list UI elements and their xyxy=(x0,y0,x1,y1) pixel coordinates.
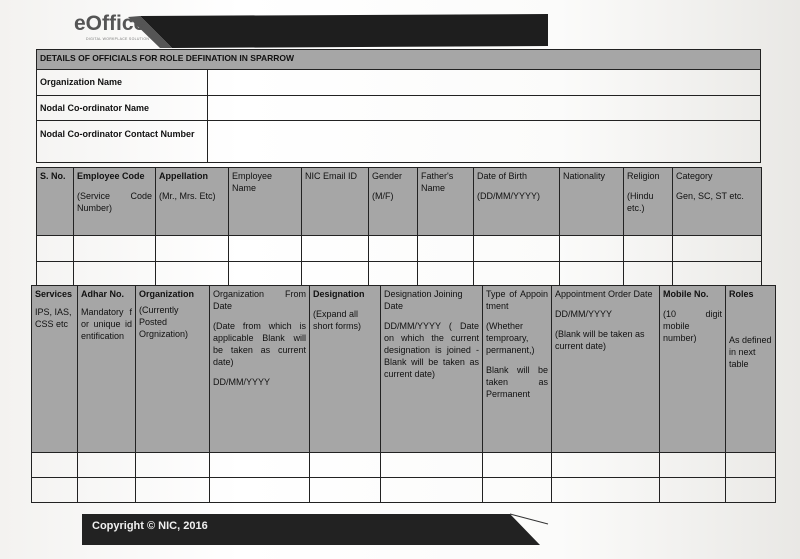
header-mobile-no: Mobile No. (10 digit mobile number) xyxy=(660,286,726,453)
header-services: Services IPS, IAS, CSS etc xyxy=(32,286,78,453)
header-designation-joining-date: Designation Joining Date DD/MM/YYYY ( Date on which the current designation is joined - Blank will be taken as current date) xyxy=(381,286,483,453)
header-roles: Roles As defined in next table xyxy=(726,286,776,453)
header-nic-email: NIC Email ID xyxy=(302,168,369,236)
header-fathers-name: Father's Name xyxy=(418,168,474,236)
header-sno: S. No. xyxy=(37,168,74,236)
header-organization: Organization (Currently Posted Orgnization) xyxy=(136,286,210,453)
header-employee-code: Employee Code (Service Code Number) xyxy=(74,168,156,236)
header-designation: Designation (Expand all short forms) xyxy=(310,286,381,453)
header-adhar-no: Adhar No. Mandatory for unique identification xyxy=(78,286,136,453)
form-title: DETAILS OF OFFICIALS FOR ROLE DEFINATION IN SPARROW xyxy=(37,50,761,70)
header-type-of-appointment: Type of Appointment (Whether temproary, permanent,) Blank will be taken as Permanent xyxy=(483,286,552,453)
header-nationality: Nationality xyxy=(560,168,624,236)
header-employee-name: Employee Name xyxy=(229,168,302,236)
header-gender: Gender (M/F) xyxy=(369,168,418,236)
logo-subtext: DIGITAL WORKPLACE SOLUTION xyxy=(86,37,150,41)
org-name-label: Organization Name xyxy=(37,70,208,96)
header-category: Category Gen, SC, ST etc. xyxy=(673,168,762,236)
nodal-contact-label: Nodal Co-ordinator Contact Number xyxy=(37,121,208,163)
logo-text: eOffice xyxy=(74,12,146,35)
header-date-of-birth: Date of Birth (DD/MM/YYYY) xyxy=(474,168,560,236)
header-organization-from-date: Organization From Date (Date from which is applicable Blank will be taken as current date) DD/MM/YYYY xyxy=(210,286,310,453)
header-appellation: Appellation (Mr., Mrs. Etc) xyxy=(156,168,229,236)
header-appointment-order-date: Appointment Order Date DD/MM/YYYY (Blank will be taken as current date) xyxy=(552,286,660,453)
copyright-text: Copyright © NIC, 2016 xyxy=(92,520,208,532)
header-religion: Religion (Hindu etc.) xyxy=(624,168,673,236)
nodal-name-label: Nodal Co-ordinator Name xyxy=(37,96,208,121)
